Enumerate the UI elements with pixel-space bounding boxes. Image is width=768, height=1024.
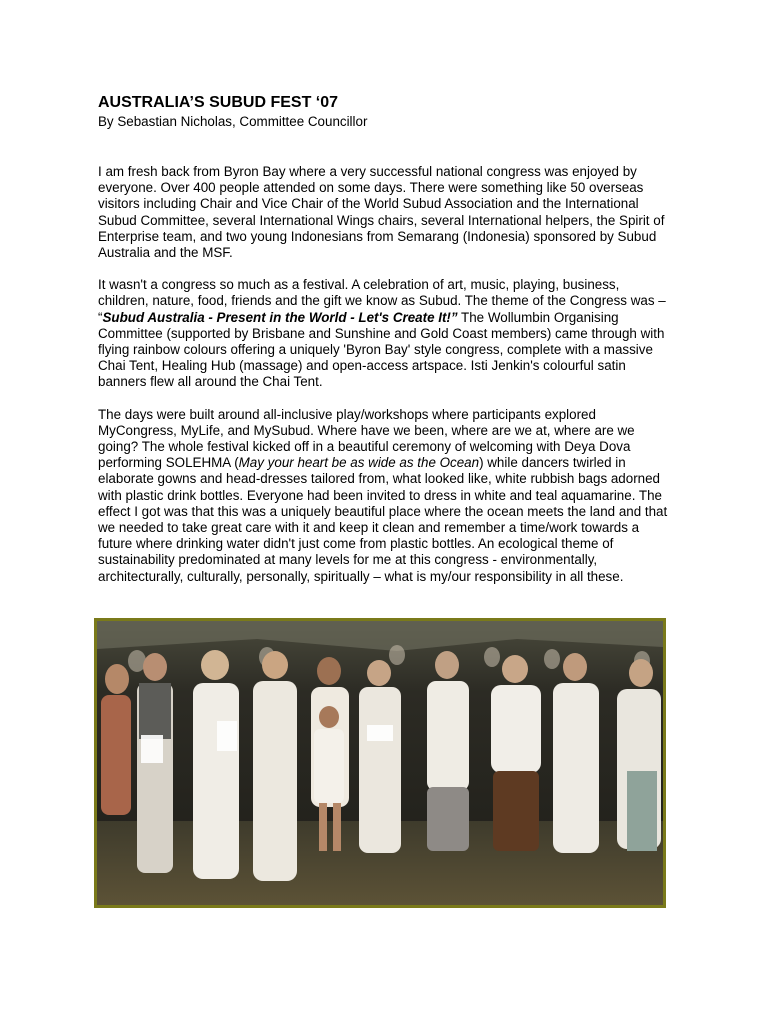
paragraph-3-text-b: ) while dancers twirled in elaborate gowns and head-dresses tailored from, what looked like, white rubbish bags adorned with plastic drink bottles. Everyone had been invited to dress in white and teal aquamarine. The effect I got was that this was a uniquely beautiful place where the ocean meets the land and that we needed to take great care with it and keep it clean and remember a time/work towards a future where drinking water didn't just come from plastic bottles. An ecological theme of sustainability predominated at many levels for me at this congress - environmentally, architecturally, culturally, personally, spiritually – what is my/our responsibility in all these. [98, 455, 668, 584]
paragraph-3-text-a: The days were built around all-inclusive play/workshops where participants explored MyCongress, MyLife, and MySubud. Where have we been, where are we at, where are we going? The whole festival kicked off in a beautiful ceremony of welcoming with Deya Dova performing SOLEHMA ( [98, 406, 635, 471]
paragraph-2-text-b: The Wollumbin Organising Committee (supported by Brisbane and Sunshine and Gold Coast members) came through with flying rainbow colours offering a uniquely 'Byron Bay' style congress, complete with a massive Chai Tent, Healing Hub (massage) and open-access artspace. Isti Jenkin's colourful satin banners flew all around the Chai Tent. [98, 309, 665, 390]
paragraph-3 [98, 407, 670, 585]
article-byline: By Sebastian Nicholas, Committee Councillor [98, 114, 368, 129]
article [98, 93, 670, 601]
group-photo [94, 618, 666, 908]
paragraph-2-text-a: It wasn't a congress so much as a festival. A celebration of art, music, playing, business, children, nature, food, friends and the gift we know as Subud. The theme of the Congress was – “ [98, 277, 666, 325]
song-title: May your heart be as wide as the Ocean [238, 455, 480, 471]
paragraph-1: I am fresh back from Byron Bay where a very successful national congress was enjoyed by everyone. Over 400 people attended on some days. There were something like 50 overseas visitors including Chair and Vice Chair of the World Subud Association and the International Subud Committee, several International Wings chairs, several International helpers, the Spirit of Enterprise team, and two young Indonesians from Semarang (Indonesia) sponsored by Subud Australia and the MSF. [98, 164, 665, 261]
group-photo-image [97, 621, 663, 905]
congress-theme: Subud Australia - Present in the World - Let's Create It!” [102, 309, 458, 325]
paragraph-2 [98, 277, 670, 390]
article-title: AUSTRALIA’S SUBUD FEST ‘07 [98, 94, 339, 111]
